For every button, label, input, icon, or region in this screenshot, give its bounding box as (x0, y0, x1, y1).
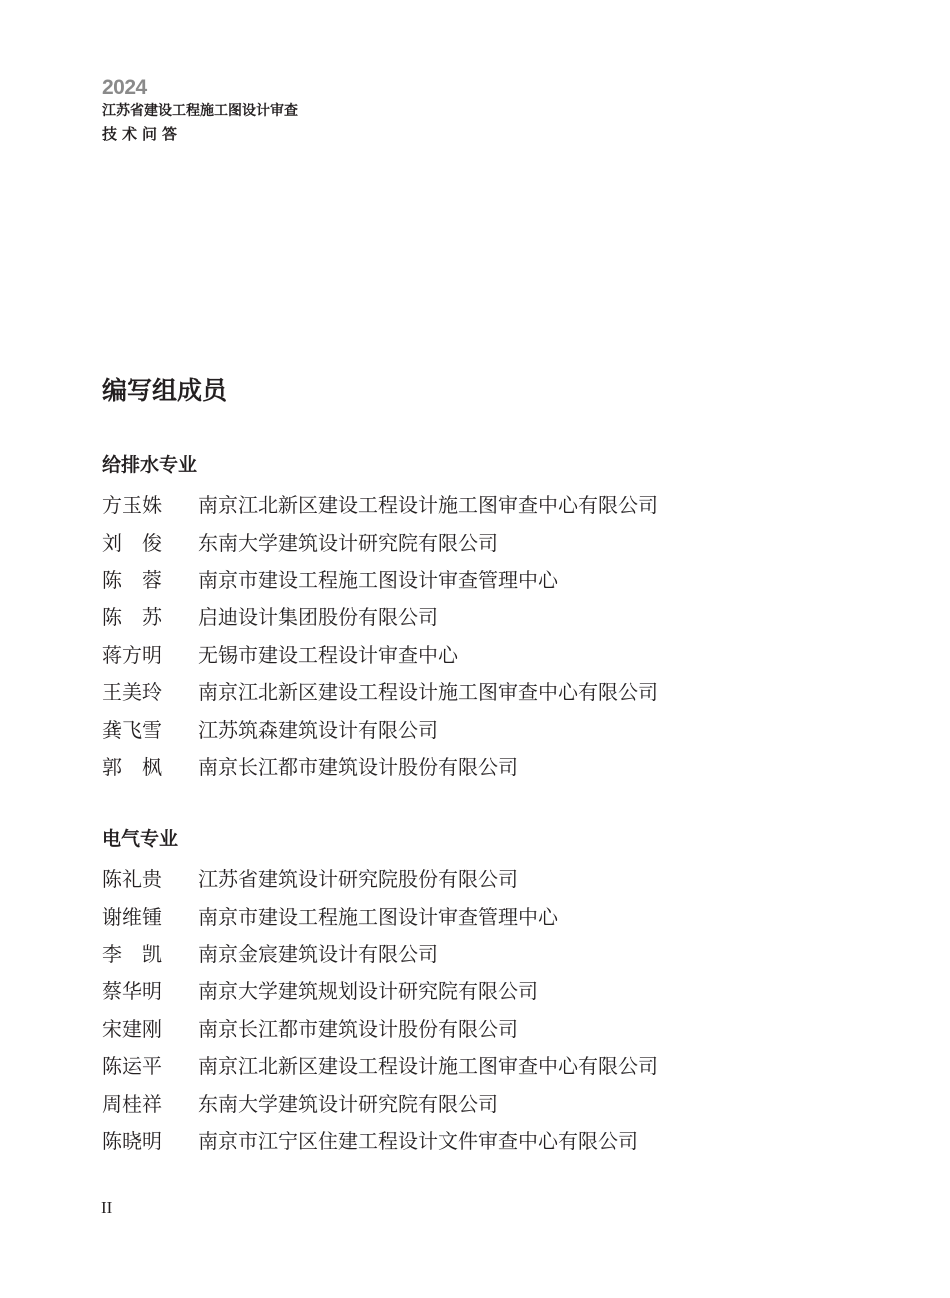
running-header (102, 76, 298, 145)
member-row (102, 672, 658, 709)
member-org: 南京长江都市建筑设计股份有限公司 (198, 1016, 518, 1041)
header-subtitle: 技术问答 (102, 125, 183, 143)
member-name: 方玉姝 (102, 493, 162, 518)
member-row (102, 560, 658, 597)
member-name: 郭 枫 (102, 754, 162, 779)
member-org: 南京江北新区建设工程设计施工图审查中心有限公司 (198, 493, 658, 518)
member-org: 东南大学建筑设计研究院有限公司 (198, 530, 498, 555)
member-org: 无锡市建设工程设计审查中心 (198, 642, 458, 667)
member-org: 启迪设计集团股份有限公司 (198, 605, 438, 630)
member-org: 东南大学建筑设计研究院有限公司 (198, 1091, 498, 1116)
member-row (102, 1121, 658, 1158)
member-name: 陈礼贵 (102, 867, 162, 892)
member-row (102, 1046, 658, 1083)
member-row (102, 859, 658, 896)
member-name: 龚飞雪 (102, 717, 162, 742)
member-row (102, 896, 658, 933)
member-row (102, 971, 658, 1008)
member-org: 南京金宸建筑设计有限公司 (198, 941, 438, 966)
member-name: 陈 蓉 (102, 567, 162, 592)
member-group-water (102, 449, 658, 784)
member-org: 江苏筑森建筑设计有限公司 (198, 717, 438, 742)
member-name: 刘 俊 (102, 530, 162, 555)
header-title: 江苏省建设工程施工图设计审查 (102, 103, 298, 119)
member-name: 宋建刚 (102, 1016, 162, 1041)
member-row (102, 1083, 658, 1120)
member-name: 李 凯 (102, 941, 162, 966)
member-name: 周桂祥 (102, 1091, 162, 1116)
member-org: 南京市江宁区住建工程设计文件审查中心有限公司 (198, 1128, 638, 1153)
member-org: 南京江北新区建设工程设计施工图审查中心有限公司 (198, 680, 658, 705)
member-row (102, 635, 658, 672)
group-heading: 电气专业 (102, 828, 179, 850)
member-row (102, 597, 658, 634)
header-year: 2024 (102, 76, 147, 99)
member-row (102, 934, 658, 971)
member-name: 陈运平 (102, 1054, 162, 1079)
member-row (102, 709, 658, 746)
member-name: 蔡华明 (102, 979, 162, 1004)
member-row (102, 747, 658, 784)
member-org: 南京大学建筑规划设计研究院有限公司 (198, 979, 538, 1004)
member-name: 谢维锺 (102, 904, 162, 929)
member-row (102, 485, 658, 522)
member-group-electrical (102, 823, 658, 1158)
member-row (102, 1009, 658, 1046)
group-heading: 给排水专业 (102, 454, 198, 476)
member-name: 陈晓明 (102, 1128, 162, 1153)
page-title: 编写组成员 (102, 376, 228, 405)
member-org: 南京江北新区建设工程设计施工图审查中心有限公司 (198, 1054, 658, 1079)
page-number: II (101, 1198, 113, 1217)
member-org: 南京市建设工程施工图设计审查管理中心 (198, 567, 558, 592)
member-org: 南京长江都市建筑设计股份有限公司 (198, 754, 518, 779)
member-org: 南京市建设工程施工图设计审查管理中心 (198, 904, 558, 929)
member-name: 王美玲 (102, 680, 162, 705)
member-name: 陈 苏 (102, 605, 162, 630)
member-name: 蒋方明 (102, 642, 162, 667)
member-row (102, 522, 658, 559)
member-org: 江苏省建筑设计研究院股份有限公司 (198, 867, 518, 892)
